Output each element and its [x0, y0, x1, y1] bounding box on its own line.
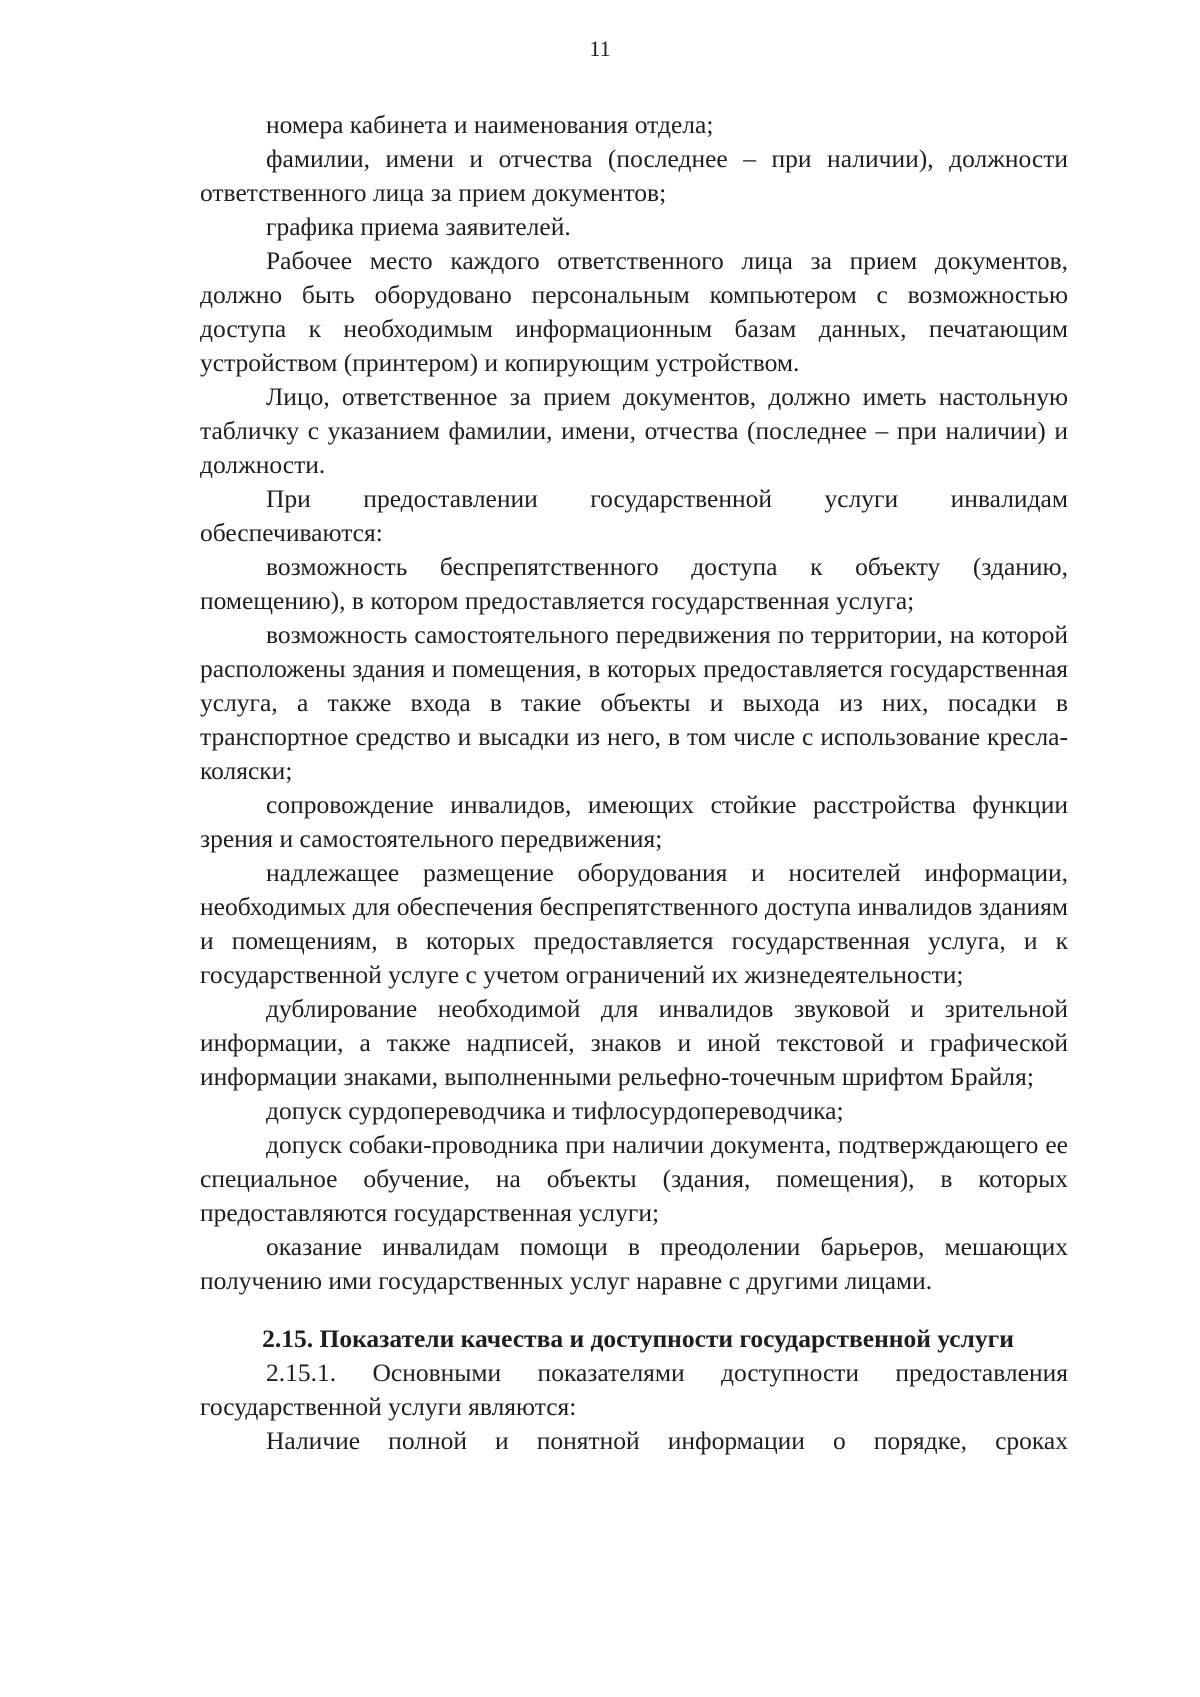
page-number: 11 — [589, 36, 611, 61]
paragraph: фамилии, имени и отчества (последнее – при наличии), должности ответственного лица за прием документов; — [200, 144, 1068, 207]
document-body — [200, 108, 1068, 1458]
paragraph: возможность беспрепятственного доступа к объекту (зданию, помещению), в котором предоставляется государственная услуга; — [200, 552, 1068, 615]
paragraph: Лицо, ответственное за прием документов, должно иметь настольную табличку с указанием фамилии, имени, отчества (последнее – при наличии) и должности. — [200, 382, 1068, 479]
paragraph: 2.15.1. Основными показателями доступности предоставления государственной услуги являются: — [200, 1358, 1068, 1421]
section-heading: 2.15. Показатели качества и доступности государственной услуги — [262, 1324, 1014, 1353]
paragraph: сопровождение инвалидов, имеющих стойкие расстройства функции зрения и самостоятельного передвижения; — [200, 790, 1068, 853]
paragraph: возможность самостоятельного передвижения по территории, на которой расположены здания и помещения, в которых предоставляется государственная услуга, а также входа в такие объекты и выхода из них, посадки в транспортное средство и высадки из него, в том числе с использование кресла-коляски; — [200, 620, 1068, 785]
paragraph: Рабочее место каждого ответственного лица за прием документов, должно быть оборудовано персональным компьютером с возможностью доступа к необходимым информационным базам данных, печатающим устройством (принтером) и копирующим устройством. — [200, 246, 1068, 377]
paragraph: При предоставлении государственной услуги инвалидам обеспечиваются: — [200, 484, 1068, 547]
paragraph: надлежащее размещение оборудования и носителей информации, необходимых для обеспечения беспрепятственного доступа инвалидов зданиям и помещениям, в которых предоставляется государственная услуга, и к государственной услуге с учетом ограничений их жизнедеятельности; — [200, 858, 1068, 989]
paragraph: оказание инвалидам помощи в преодолении барьеров, мешающих получению ими государственных услуг наравне с другими лицами. — [200, 1232, 1068, 1295]
paragraph: дублирование необходимой для инвалидов звуковой и зрительной информации, а также надписей, знаков и иной текстовой и графической информации знаками, выполненными рельефно-точечным шрифтом Брайля; — [200, 994, 1068, 1091]
paragraph: допуск сурдопереводчика и тифлосурдопереводчика; — [266, 1096, 844, 1125]
paragraph: номера кабинета и наименования отдела; — [266, 110, 714, 139]
paragraph: графика приема заявителей. — [266, 212, 571, 241]
paragraph: Наличие полной и понятной информации о порядке, сроках — [266, 1426, 1068, 1455]
paragraph: допуск собаки-проводника при наличии документа, подтверждающего ее специальное обучение, на объекты (здания, помещения), в которых предоставляются государственная услуги; — [200, 1130, 1068, 1227]
